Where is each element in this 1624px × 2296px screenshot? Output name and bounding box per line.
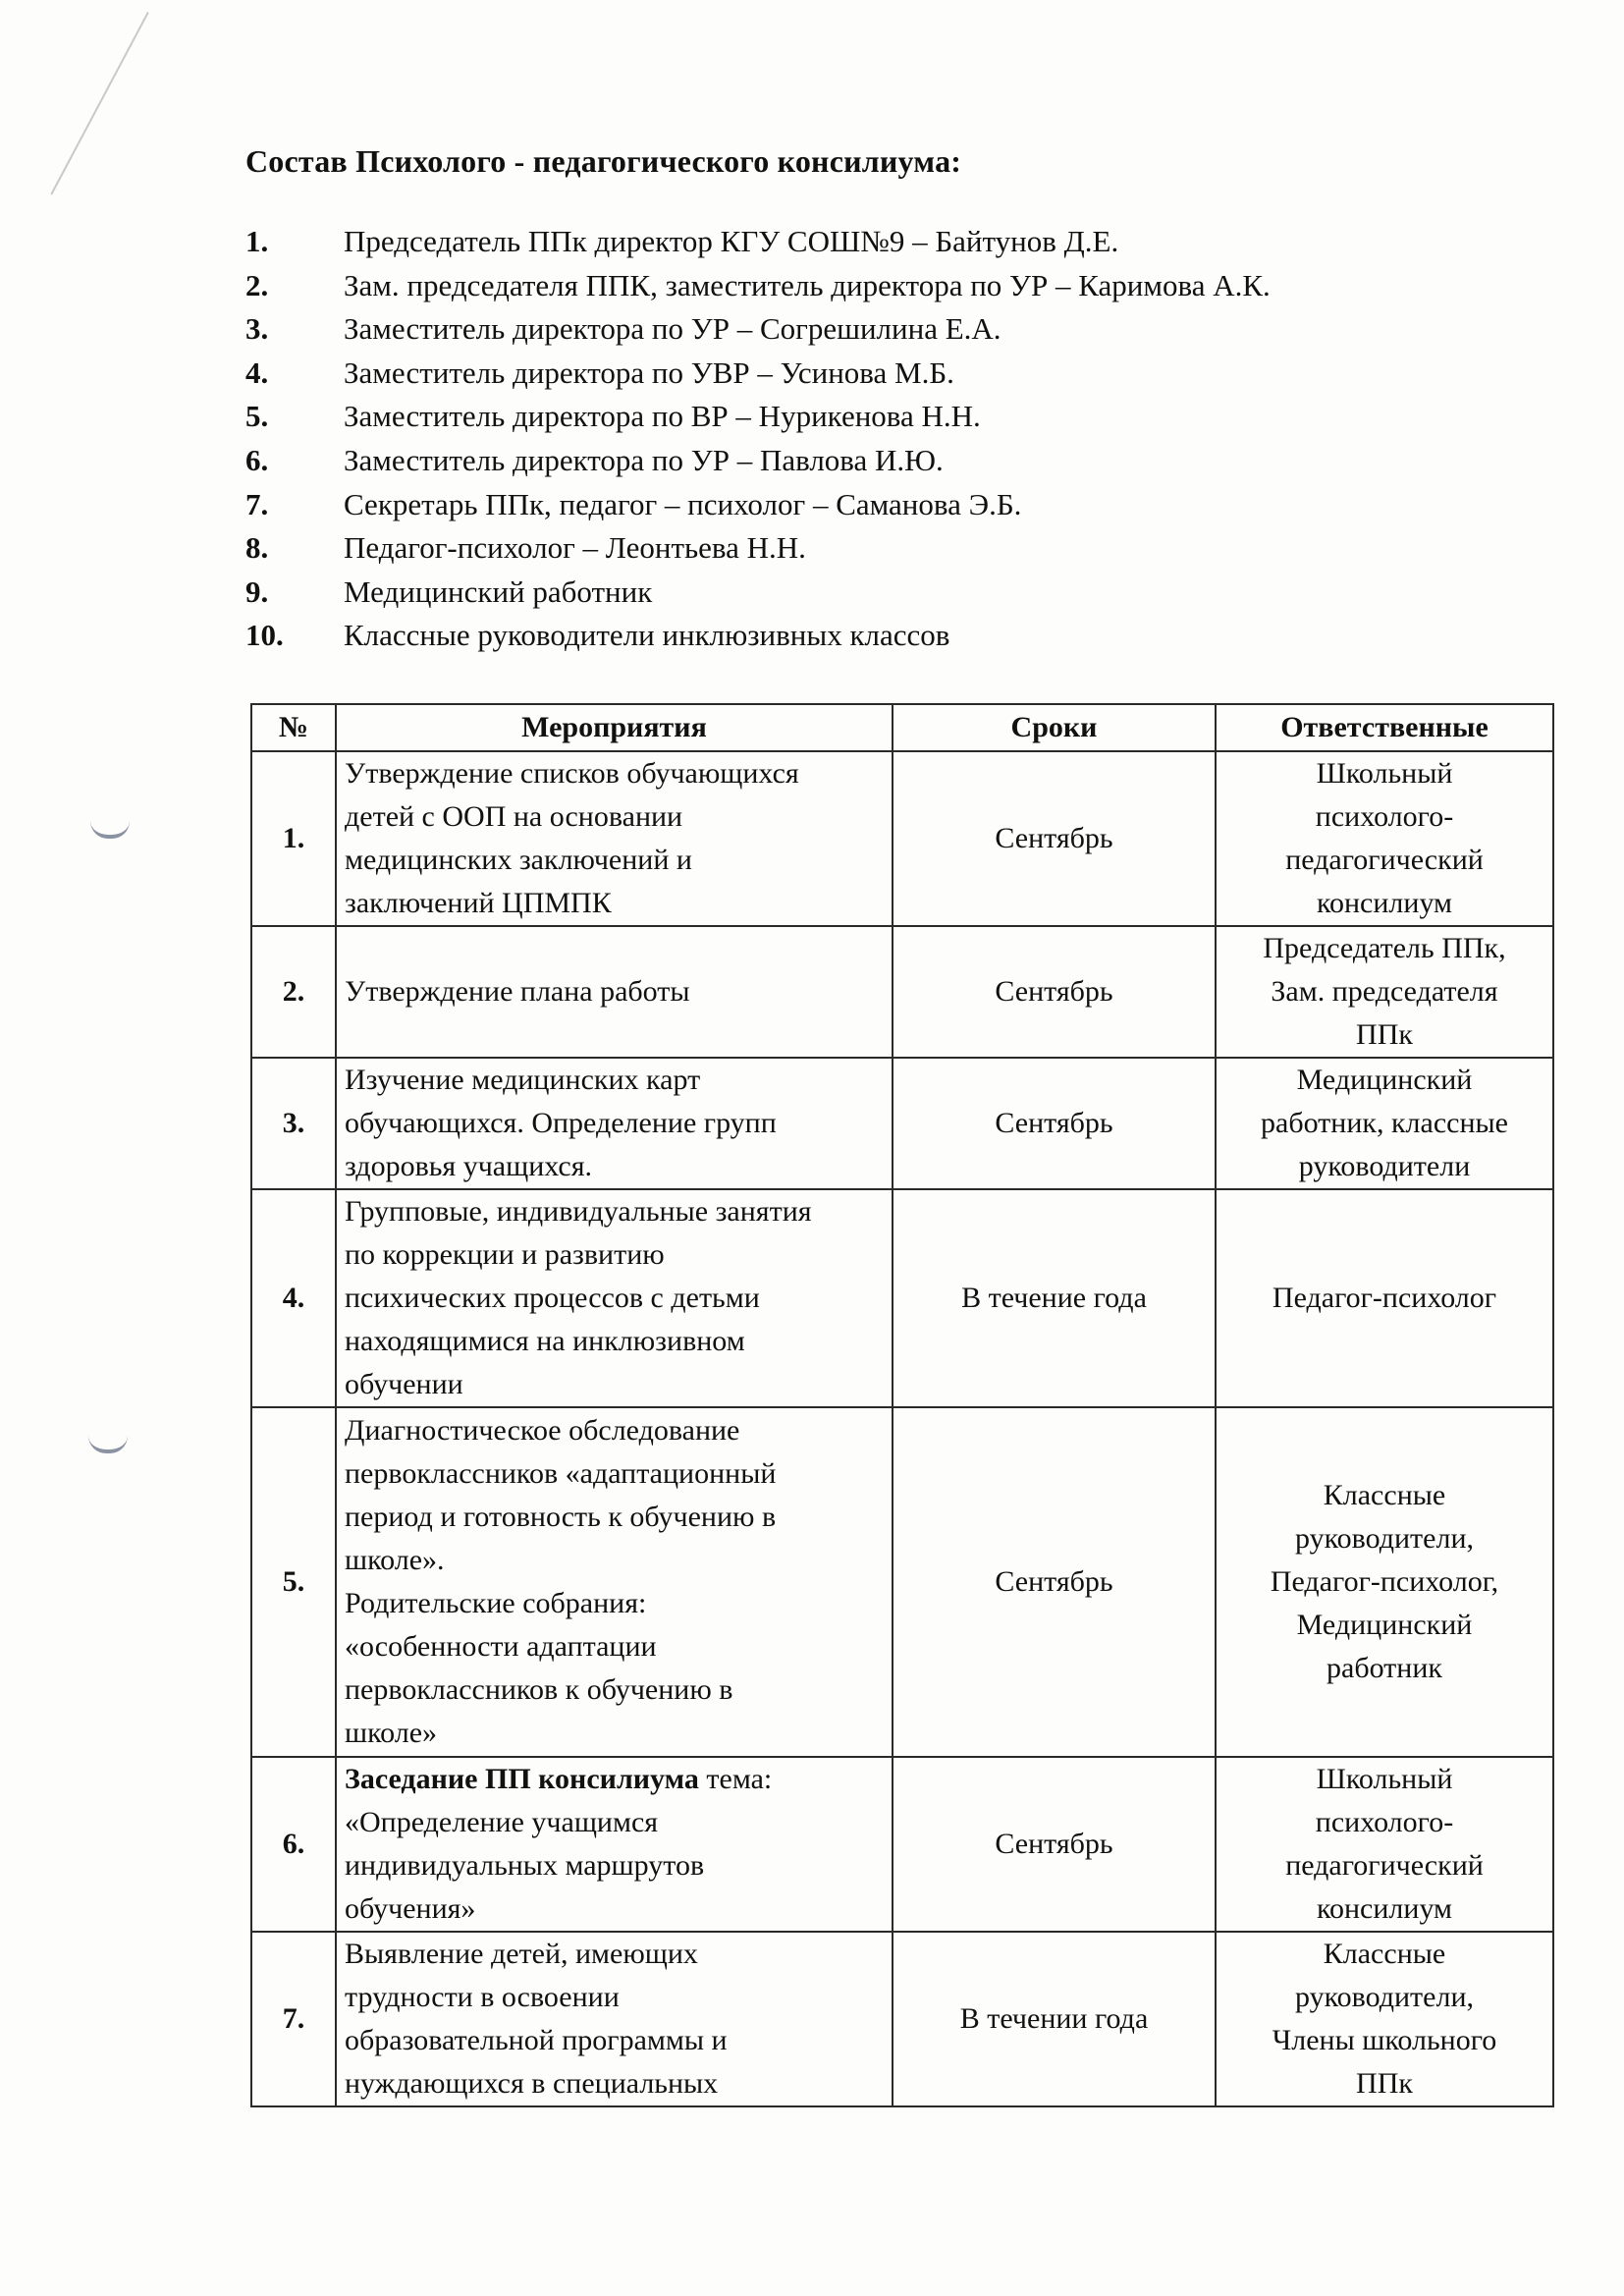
member-text: Председатель ППк директор КГУ СОШ№9 – Байтунов Д.Е. — [344, 224, 1119, 258]
member-item — [245, 268, 1522, 312]
cell-num: 7. — [251, 1932, 336, 2106]
table-row — [251, 1407, 1553, 1757]
punch-hole-bottom — [88, 1436, 128, 1453]
cell-responsible: Классные руководители, Педагог-психолог, Медицинский работник — [1216, 1407, 1553, 1757]
member-number: 8. — [245, 530, 269, 566]
header-responsible: Ответственные — [1216, 704, 1553, 751]
table-row — [251, 751, 1553, 926]
cell-num: 6. — [251, 1757, 336, 1932]
member-text: Заместитель директора по УР – Павлова И.Ю. — [344, 442, 944, 477]
event-text: тема: «Определение учащимся индивидуальных маршрутов обучения» — [345, 1763, 773, 1925]
cell-event — [336, 751, 893, 926]
member-text: Педагог-психолог – Леонтьева Н.Н. — [344, 530, 806, 566]
member-number: 5. — [245, 399, 269, 434]
event-text: Утверждение плана работы — [345, 975, 690, 1008]
member-text: Медицинский работник — [344, 574, 653, 609]
member-number: 2. — [245, 267, 269, 302]
cell-deadline: В течении года — [893, 1932, 1216, 2106]
member-number: 6. — [245, 442, 269, 477]
cell-responsible: Школьный психолого- педагогический консилиум — [1216, 1757, 1553, 1932]
member-number: 7. — [245, 486, 269, 521]
cell-deadline: Сентябрь — [893, 1407, 1216, 1757]
member-text: Заместитель директора по УР – Согрешилина Е.А. — [344, 311, 1001, 347]
cell-event — [336, 926, 893, 1058]
header-event: Мероприятия — [336, 704, 893, 751]
cell-responsible: Школьный психолого- педагогический консилиум — [1216, 751, 1553, 926]
member-item — [245, 530, 1522, 574]
member-number: 1. — [245, 224, 269, 258]
member-item — [245, 618, 1522, 662]
cell-deadline: Сентябрь — [893, 1757, 1216, 1932]
event-bold-lead: Заседание ПП консилиума — [345, 1763, 699, 1795]
table-row — [251, 1932, 1553, 2106]
member-item — [245, 311, 1522, 355]
header-deadline: Сроки — [893, 704, 1216, 751]
member-number: 10. — [245, 618, 284, 653]
member-number: 9. — [245, 574, 269, 609]
member-text: Зам. председателя ППК, заместитель директора по УР – Каримова А.К. — [344, 267, 1271, 302]
event-text: Утверждение списков обучающихся детей с ООП на основании медицинских заключений и заключений ЦПМПК — [345, 757, 799, 919]
member-item — [245, 355, 1522, 400]
punch-hole-top — [90, 821, 130, 839]
activity-plan-table — [250, 703, 1554, 2107]
cell-deadline: Сентябрь — [893, 1058, 1216, 1189]
cell-responsible: Медицинский работник, классные руководители — [1216, 1058, 1553, 1189]
cell-event — [336, 1189, 893, 1407]
member-list — [245, 224, 1522, 662]
cell-event — [336, 1407, 893, 1757]
cell-num: 2. — [251, 926, 336, 1058]
member-number: 4. — [245, 355, 269, 390]
member-item — [245, 224, 1522, 268]
table-body — [251, 751, 1553, 2106]
cell-responsible: Классные руководители, Члены школьного ППк — [1216, 1932, 1553, 2106]
member-item — [245, 443, 1522, 487]
cell-event — [336, 1757, 893, 1932]
cell-deadline: Сентябрь — [893, 751, 1216, 926]
cell-num: 3. — [251, 1058, 336, 1189]
event-text: Диагностическое обследование первоклассников «адаптационный период и готовность к обучению в школе». Родительские собрания: «особенности адаптации первоклассников к обучению в школе» — [345, 1414, 777, 1749]
event-text: Изучение медицинских карт обучающихся. Определение групп здоровья учащихся. — [345, 1064, 777, 1182]
table-row — [251, 1757, 1553, 1932]
cell-responsible: Председатель ППк, Зам. председателя ППк — [1216, 926, 1553, 1058]
header-num: № — [251, 704, 336, 751]
member-text: Классные руководители инклюзивных классов — [344, 618, 950, 653]
member-text: Секретарь ППк, педагог – психолог – Саманова Э.Б. — [344, 486, 1022, 521]
member-number: 3. — [245, 311, 269, 347]
table-row — [251, 1058, 1553, 1189]
member-text: Заместитель директора по ВР – Нурикенова Н.Н. — [344, 399, 981, 434]
table-row — [251, 1189, 1553, 1407]
cell-num: 5. — [251, 1407, 336, 1757]
table-row — [251, 926, 1553, 1058]
table-header-row — [251, 704, 1553, 751]
scan-fold-line — [50, 12, 148, 194]
cell-responsible: Педагог-психолог — [1216, 1189, 1553, 1407]
cell-event — [336, 1932, 893, 2106]
cell-deadline: Сентябрь — [893, 926, 1216, 1058]
member-text: Заместитель директора по УВР – Усинова М.Б. — [344, 355, 954, 390]
member-item — [245, 487, 1522, 531]
member-item — [245, 574, 1522, 619]
cell-num: 1. — [251, 751, 336, 926]
document-title: Состав Психолого - педагогического консилиума: — [245, 143, 962, 179]
cell-num: 4. — [251, 1189, 336, 1407]
member-item — [245, 399, 1522, 443]
event-text: Выявление детей, имеющих трудности в освоении образовательной программы и нуждающихся в специальных — [345, 1938, 728, 2100]
cell-event — [336, 1058, 893, 1189]
cell-deadline: В течение года — [893, 1189, 1216, 1407]
event-text: Групповые, индивидуальные занятия по коррекции и развитию психических процессов с детьми находящимися на инклюзивном обучении — [345, 1195, 812, 1400]
